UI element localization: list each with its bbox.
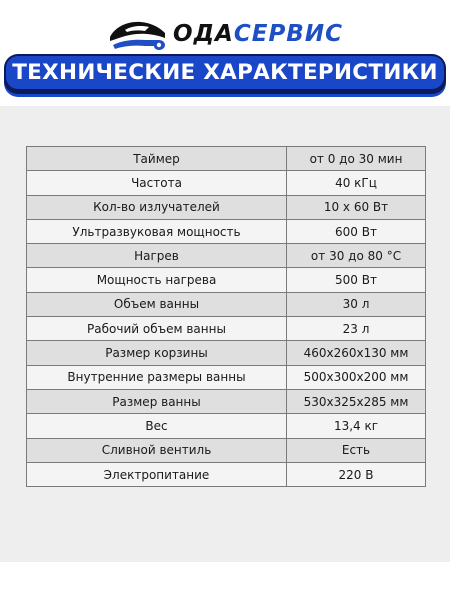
spec-value-cell: 23 л <box>287 317 426 341</box>
spec-param-cell: Сливной вентиль <box>27 438 287 462</box>
specs-table-body <box>27 147 426 487</box>
spec-param-cell: Ультразвуковая мощность <box>27 219 287 243</box>
table-row <box>27 341 426 365</box>
spec-value-cell: Есть <box>287 438 426 462</box>
spec-param-cell: Кол-во излучателей <box>27 195 287 219</box>
spec-value-cell: 600 Вт <box>287 219 426 243</box>
title-banner <box>4 54 446 94</box>
spec-param-cell: Объем ванны <box>27 292 287 316</box>
table-row <box>27 171 426 195</box>
spec-param-cell: Таймер <box>27 147 287 171</box>
spec-value-cell: 500х300х200 мм <box>287 365 426 389</box>
spec-value-cell: 10 х 60 Вт <box>287 195 426 219</box>
logo-text-part1: ОДА <box>173 21 234 47</box>
car-wrench-logo-icon <box>107 15 169 53</box>
spec-value-cell: 530х325х285 мм <box>287 389 426 413</box>
spec-value-cell: 220 В <box>287 462 426 486</box>
brand-logo <box>0 14 450 54</box>
spec-value-cell: 500 Вт <box>287 268 426 292</box>
title-banner-inner <box>6 56 444 89</box>
logo-wordmark <box>173 21 343 47</box>
spec-value-cell: 13,4 кг <box>287 414 426 438</box>
table-row <box>27 195 426 219</box>
table-row <box>27 244 426 268</box>
table-row <box>27 292 426 316</box>
table-row <box>27 414 426 438</box>
spec-param-cell: Вес <box>27 414 287 438</box>
table-row <box>27 365 426 389</box>
logo-text-part2: СЕРВИС <box>233 21 343 47</box>
table-row <box>27 219 426 243</box>
page-title: ТЕХНИЧЕСКИЕ ХАРАКТЕРИСТИКИ <box>12 60 438 85</box>
spec-value-cell: от 0 до 30 мин <box>287 147 426 171</box>
spec-value-cell: от 30 до 80 °С <box>287 244 426 268</box>
table-row <box>27 438 426 462</box>
spec-param-cell: Частота <box>27 171 287 195</box>
specs-table <box>26 146 426 487</box>
spec-param-cell: Нагрев <box>27 244 287 268</box>
table-row <box>27 462 426 486</box>
table-row <box>27 147 426 171</box>
table-row <box>27 317 426 341</box>
spec-param-cell: Рабочий объем ванны <box>27 317 287 341</box>
spec-value-cell: 460х260х130 мм <box>287 341 426 365</box>
spec-param-cell: Размер корзины <box>27 341 287 365</box>
table-row <box>27 268 426 292</box>
table-row <box>27 389 426 413</box>
spec-param-cell: Электропитание <box>27 462 287 486</box>
spec-value-cell: 30 л <box>287 292 426 316</box>
spec-value-cell: 40 кГц <box>287 171 426 195</box>
spec-param-cell: Размер ванны <box>27 389 287 413</box>
spec-param-cell: Мощность нагрева <box>27 268 287 292</box>
spec-param-cell: Внутренние размеры ванны <box>27 365 287 389</box>
